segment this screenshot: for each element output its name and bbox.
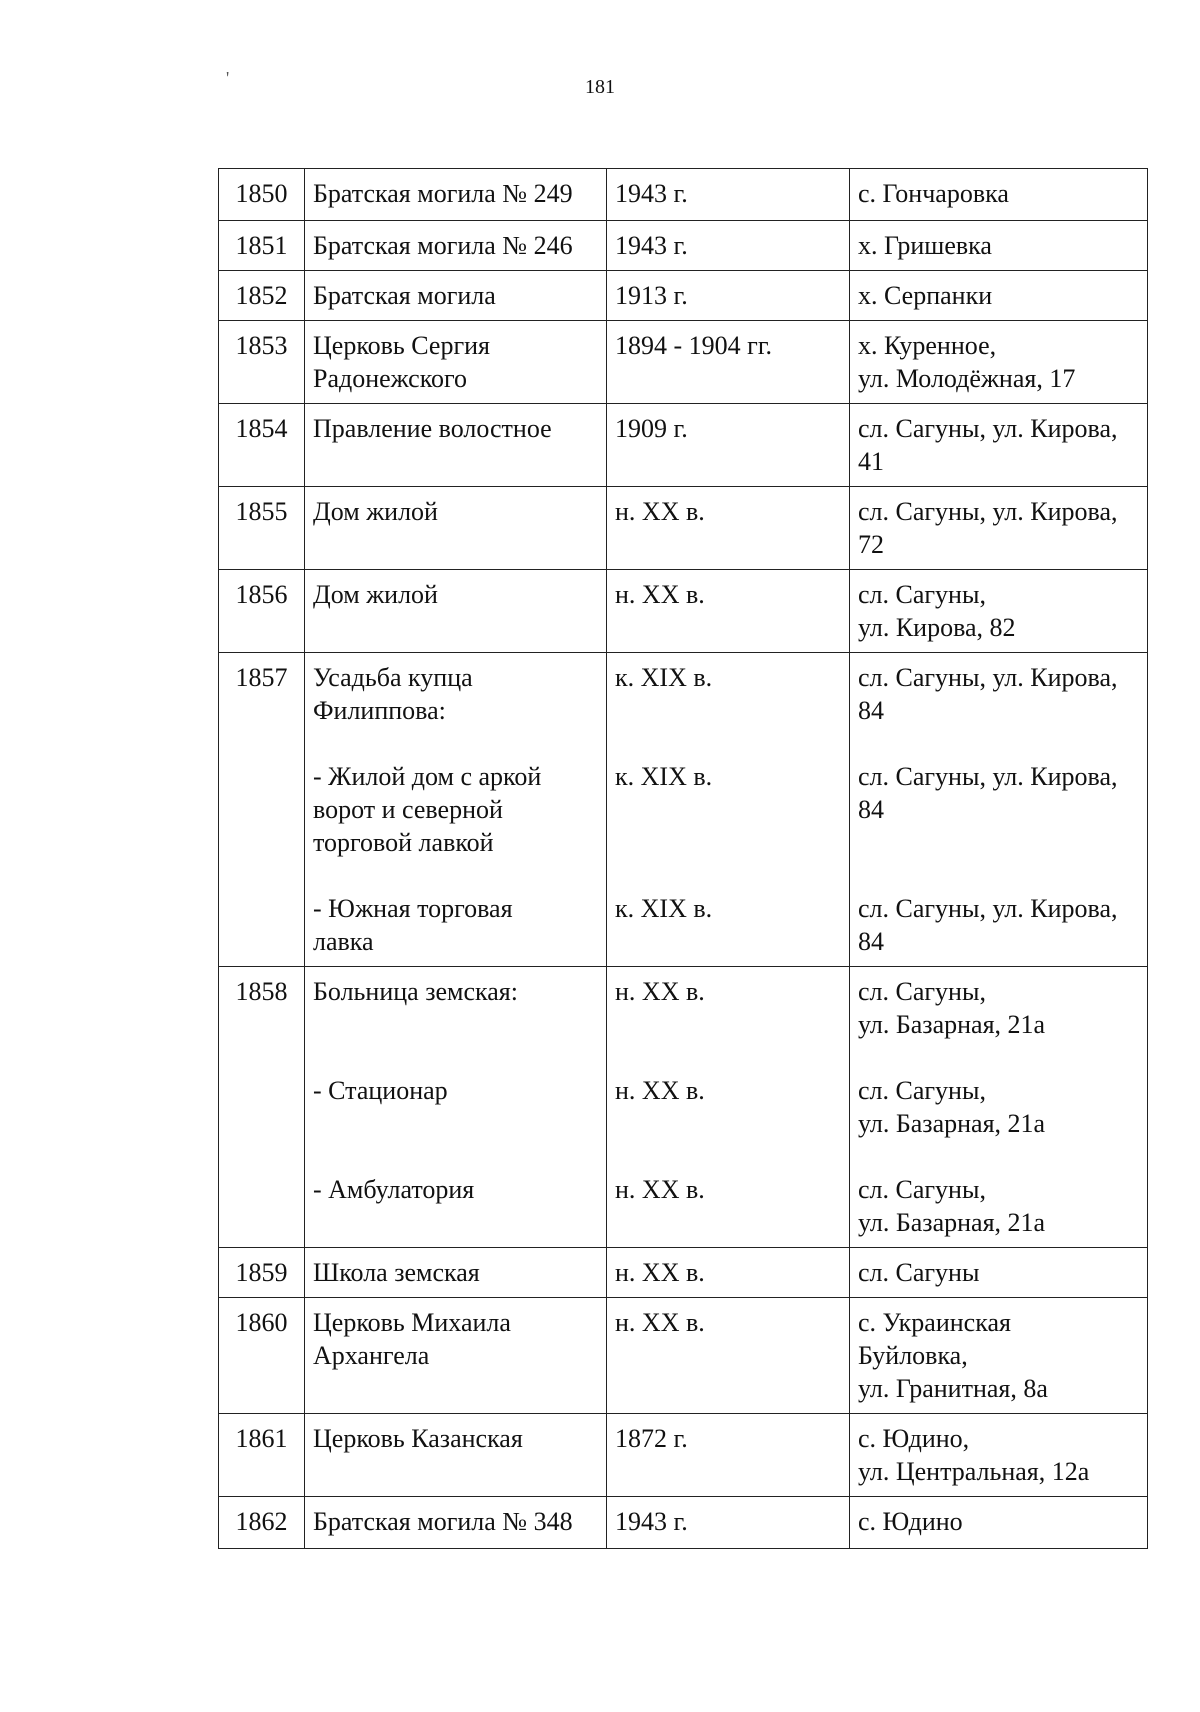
line-gap <box>615 1041 841 1074</box>
row-number-cell <box>219 487 305 570</box>
object-name-line: Филиппова: <box>313 696 446 725</box>
row-number-cell <box>219 653 305 967</box>
object-address-line: сл. Сагуны, ул. Кирова, <box>858 497 1118 526</box>
table-row <box>219 321 1148 404</box>
object-name-cell <box>305 1414 607 1497</box>
row-number: 1859 <box>235 1258 288 1287</box>
object-address-cell <box>850 221 1148 271</box>
object-date-line: н. XX в. <box>615 1076 705 1105</box>
object-address-line: сл. Сагуны, ул. Кирова, <box>858 414 1118 443</box>
object-name-line: Дом жилой <box>313 580 438 609</box>
row-number: 1861 <box>235 1424 288 1453</box>
object-date-line: 1943 г. <box>615 179 688 208</box>
object-name-line: - Амбулатория <box>313 1175 475 1204</box>
line-gap <box>615 694 841 727</box>
object-address-line: 72 <box>858 530 884 559</box>
object-address-line: ул. Базарная, 21а <box>858 1010 1046 1039</box>
object-date-cell <box>607 1414 850 1497</box>
line-gap <box>313 1107 598 1140</box>
row-number: 1862 <box>235 1507 288 1536</box>
row-number-cell <box>219 570 305 653</box>
object-date-line: к. XIX в. <box>615 663 713 692</box>
object-date-line: н. XX в. <box>615 580 705 609</box>
object-date-cell <box>607 169 850 221</box>
line-gap <box>858 1041 1139 1074</box>
object-address-line: 84 <box>858 696 884 725</box>
row-number: 1851 <box>235 231 288 260</box>
object-name-line: - Жилой дом с аркой <box>313 762 542 791</box>
object-address-cell <box>850 487 1148 570</box>
object-date-cell <box>607 1298 850 1414</box>
object-name-cell <box>305 221 607 271</box>
object-date-line: н. XX в. <box>615 977 705 1006</box>
line-gap <box>615 925 841 958</box>
table-row <box>219 570 1148 653</box>
monuments-table-body <box>219 169 1148 1549</box>
object-address-line: 41 <box>858 447 884 476</box>
object-date-cell <box>607 487 850 570</box>
monuments-table <box>218 168 1148 1549</box>
object-date-line: 1872 г. <box>615 1424 688 1453</box>
object-name-line: Братская могила № 246 <box>313 231 573 260</box>
object-name-line: Церковь Михаила <box>313 1308 511 1337</box>
line-gap <box>615 727 841 760</box>
table-row <box>219 169 1148 221</box>
row-number-cell <box>219 1248 305 1298</box>
object-address-cell <box>850 1414 1148 1497</box>
object-name-line: Церковь Казанская <box>313 1424 523 1453</box>
object-date-line: 1943 г. <box>615 1507 688 1536</box>
object-date-line: к. XIX в. <box>615 894 713 923</box>
object-name-line: Церковь Сергия <box>313 331 490 360</box>
line-gap <box>615 1140 841 1173</box>
row-number: 1856 <box>235 580 288 609</box>
object-address-line: с. Украинская <box>858 1308 1011 1337</box>
object-address-line: сл. Сагуны <box>858 1258 980 1287</box>
row-number: 1860 <box>235 1308 288 1337</box>
object-address-line: сл. Сагуны, <box>858 1076 986 1105</box>
line-gap <box>615 1008 841 1041</box>
table-row <box>219 1298 1148 1414</box>
object-address-line: 84 <box>858 927 884 956</box>
row-number-cell <box>219 271 305 321</box>
object-address-cell <box>850 1298 1148 1414</box>
object-name-cell <box>305 570 607 653</box>
object-date-cell <box>607 967 850 1248</box>
object-name-line: - Стационар <box>313 1076 448 1105</box>
object-address-line: х. Куренное, <box>858 331 997 360</box>
object-date-cell <box>607 1497 850 1549</box>
object-date-line: н. XX в. <box>615 1308 705 1337</box>
object-name-cell <box>305 1298 607 1414</box>
page-number: 181 <box>585 76 615 98</box>
row-number-cell <box>219 1497 305 1549</box>
object-address-line: ул. Базарная, 21а <box>858 1208 1046 1237</box>
table-row <box>219 221 1148 271</box>
object-address-line: сл. Сагуны, <box>858 580 986 609</box>
object-name-cell <box>305 1497 607 1549</box>
table-row <box>219 653 1148 967</box>
row-number: 1858 <box>235 977 288 1006</box>
object-address-line: с. Гончаровка <box>858 179 1009 208</box>
object-date-line: н. XX в. <box>615 1175 705 1204</box>
object-address-line: 84 <box>858 795 884 824</box>
object-name-cell <box>305 169 607 221</box>
table-row <box>219 1497 1148 1549</box>
object-name-cell <box>305 271 607 321</box>
object-name-line: Правление волостное <box>313 414 552 443</box>
row-number: 1852 <box>235 281 288 310</box>
object-name-cell <box>305 1248 607 1298</box>
table-row <box>219 404 1148 487</box>
object-name-cell <box>305 653 607 967</box>
object-name-line: Братская могила № 348 <box>313 1507 573 1536</box>
row-number: 1853 <box>235 331 288 360</box>
table-row <box>219 1248 1148 1298</box>
object-date-line: 1943 г. <box>615 231 688 260</box>
object-name-line: Радонежского <box>313 364 468 393</box>
object-address-line: ул. Кирова, 82 <box>858 613 1016 642</box>
object-address-cell <box>850 404 1148 487</box>
line-gap <box>615 1206 841 1239</box>
line-gap <box>615 826 841 859</box>
object-date-cell <box>607 321 850 404</box>
object-address-line: сл. Сагуны, ул. Кирова, <box>858 894 1118 923</box>
object-date-line: 1894 - 1904 гг. <box>615 331 773 360</box>
object-date-line: н. XX в. <box>615 497 705 526</box>
object-name-line: торговой лавкой <box>313 828 494 857</box>
object-address-cell <box>850 169 1148 221</box>
object-address-line: сл. Сагуны, <box>858 1175 986 1204</box>
object-address-line: ул. Базарная, 21а <box>858 1109 1046 1138</box>
row-number: 1854 <box>235 414 288 443</box>
line-gap <box>858 1140 1139 1173</box>
object-name-line: Архангела <box>313 1341 430 1370</box>
object-address-cell <box>850 1497 1148 1549</box>
object-date-line: к. XIX в. <box>615 762 713 791</box>
row-number-cell <box>219 967 305 1248</box>
object-address-cell <box>850 271 1148 321</box>
row-number-cell <box>219 169 305 221</box>
object-name-cell <box>305 967 607 1248</box>
object-address-line: х. Серпанки <box>858 281 993 310</box>
object-name-cell <box>305 404 607 487</box>
stray-mark: ' <box>226 68 230 88</box>
object-address-line: сл. Сагуны, ул. Кирова, <box>858 762 1118 791</box>
object-name-line: Школа земская <box>313 1258 480 1287</box>
row-number: 1855 <box>235 497 288 526</box>
table-row <box>219 271 1148 321</box>
object-address-line: сл. Сагуны, <box>858 977 986 1006</box>
object-address-cell <box>850 653 1148 967</box>
row-number: 1850 <box>235 179 288 208</box>
object-address-line: х. Гришевка <box>858 231 992 260</box>
object-address-line: сл. Сагуны, ул. Кирова, <box>858 663 1118 692</box>
line-gap <box>313 859 598 892</box>
object-name-cell <box>305 321 607 404</box>
table-row <box>219 487 1148 570</box>
object-date-cell <box>607 221 850 271</box>
object-address-cell <box>850 967 1148 1248</box>
line-gap <box>313 1140 598 1173</box>
object-address-cell <box>850 1248 1148 1298</box>
object-date-cell <box>607 653 850 967</box>
row-number-cell <box>219 404 305 487</box>
line-gap <box>615 1107 841 1140</box>
object-name-line: Братская могила <box>313 281 496 310</box>
object-address-line: Буйловка, <box>858 1341 968 1370</box>
object-date-line: 1913 г. <box>615 281 688 310</box>
object-date-cell <box>607 404 850 487</box>
object-name-line: ворот и северной <box>313 795 503 824</box>
object-name-line: лавка <box>313 927 374 956</box>
line-gap <box>313 1041 598 1074</box>
line-gap <box>615 859 841 892</box>
object-address-line: с. Юдино, <box>858 1424 970 1453</box>
row-number-cell <box>219 321 305 404</box>
line-gap <box>313 727 598 760</box>
line-gap <box>858 727 1139 760</box>
line-gap <box>313 1008 598 1041</box>
line-gap <box>313 1206 598 1239</box>
line-gap <box>615 793 841 826</box>
object-name-cell <box>305 487 607 570</box>
object-address-line: ул. Центральная, 12а <box>858 1457 1090 1486</box>
row-number-cell <box>219 1298 305 1414</box>
object-address-line: ул. Гранитная, 8а <box>858 1374 1048 1403</box>
line-gap <box>858 826 1139 859</box>
object-date-line: н. XX в. <box>615 1258 705 1287</box>
object-name-line: Братская могила № 249 <box>313 179 573 208</box>
table-row <box>219 1414 1148 1497</box>
object-name-line: Больница земская: <box>313 977 518 1006</box>
object-name-line: - Южная торговая <box>313 894 513 923</box>
object-date-cell <box>607 570 850 653</box>
object-name-line: Усадьба купца <box>313 663 473 692</box>
object-address-line: с. Юдино <box>858 1507 963 1536</box>
row-number-cell <box>219 1414 305 1497</box>
object-date-line: 1909 г. <box>615 414 688 443</box>
table-row <box>219 967 1148 1248</box>
object-address-cell <box>850 321 1148 404</box>
object-date-cell <box>607 271 850 321</box>
object-address-cell <box>850 570 1148 653</box>
object-date-cell <box>607 1248 850 1298</box>
object-address-line: ул. Молодёжная, 17 <box>858 364 1076 393</box>
row-number: 1857 <box>235 663 288 692</box>
row-number-cell <box>219 221 305 271</box>
object-name-line: Дом жилой <box>313 497 438 526</box>
line-gap <box>858 859 1139 892</box>
